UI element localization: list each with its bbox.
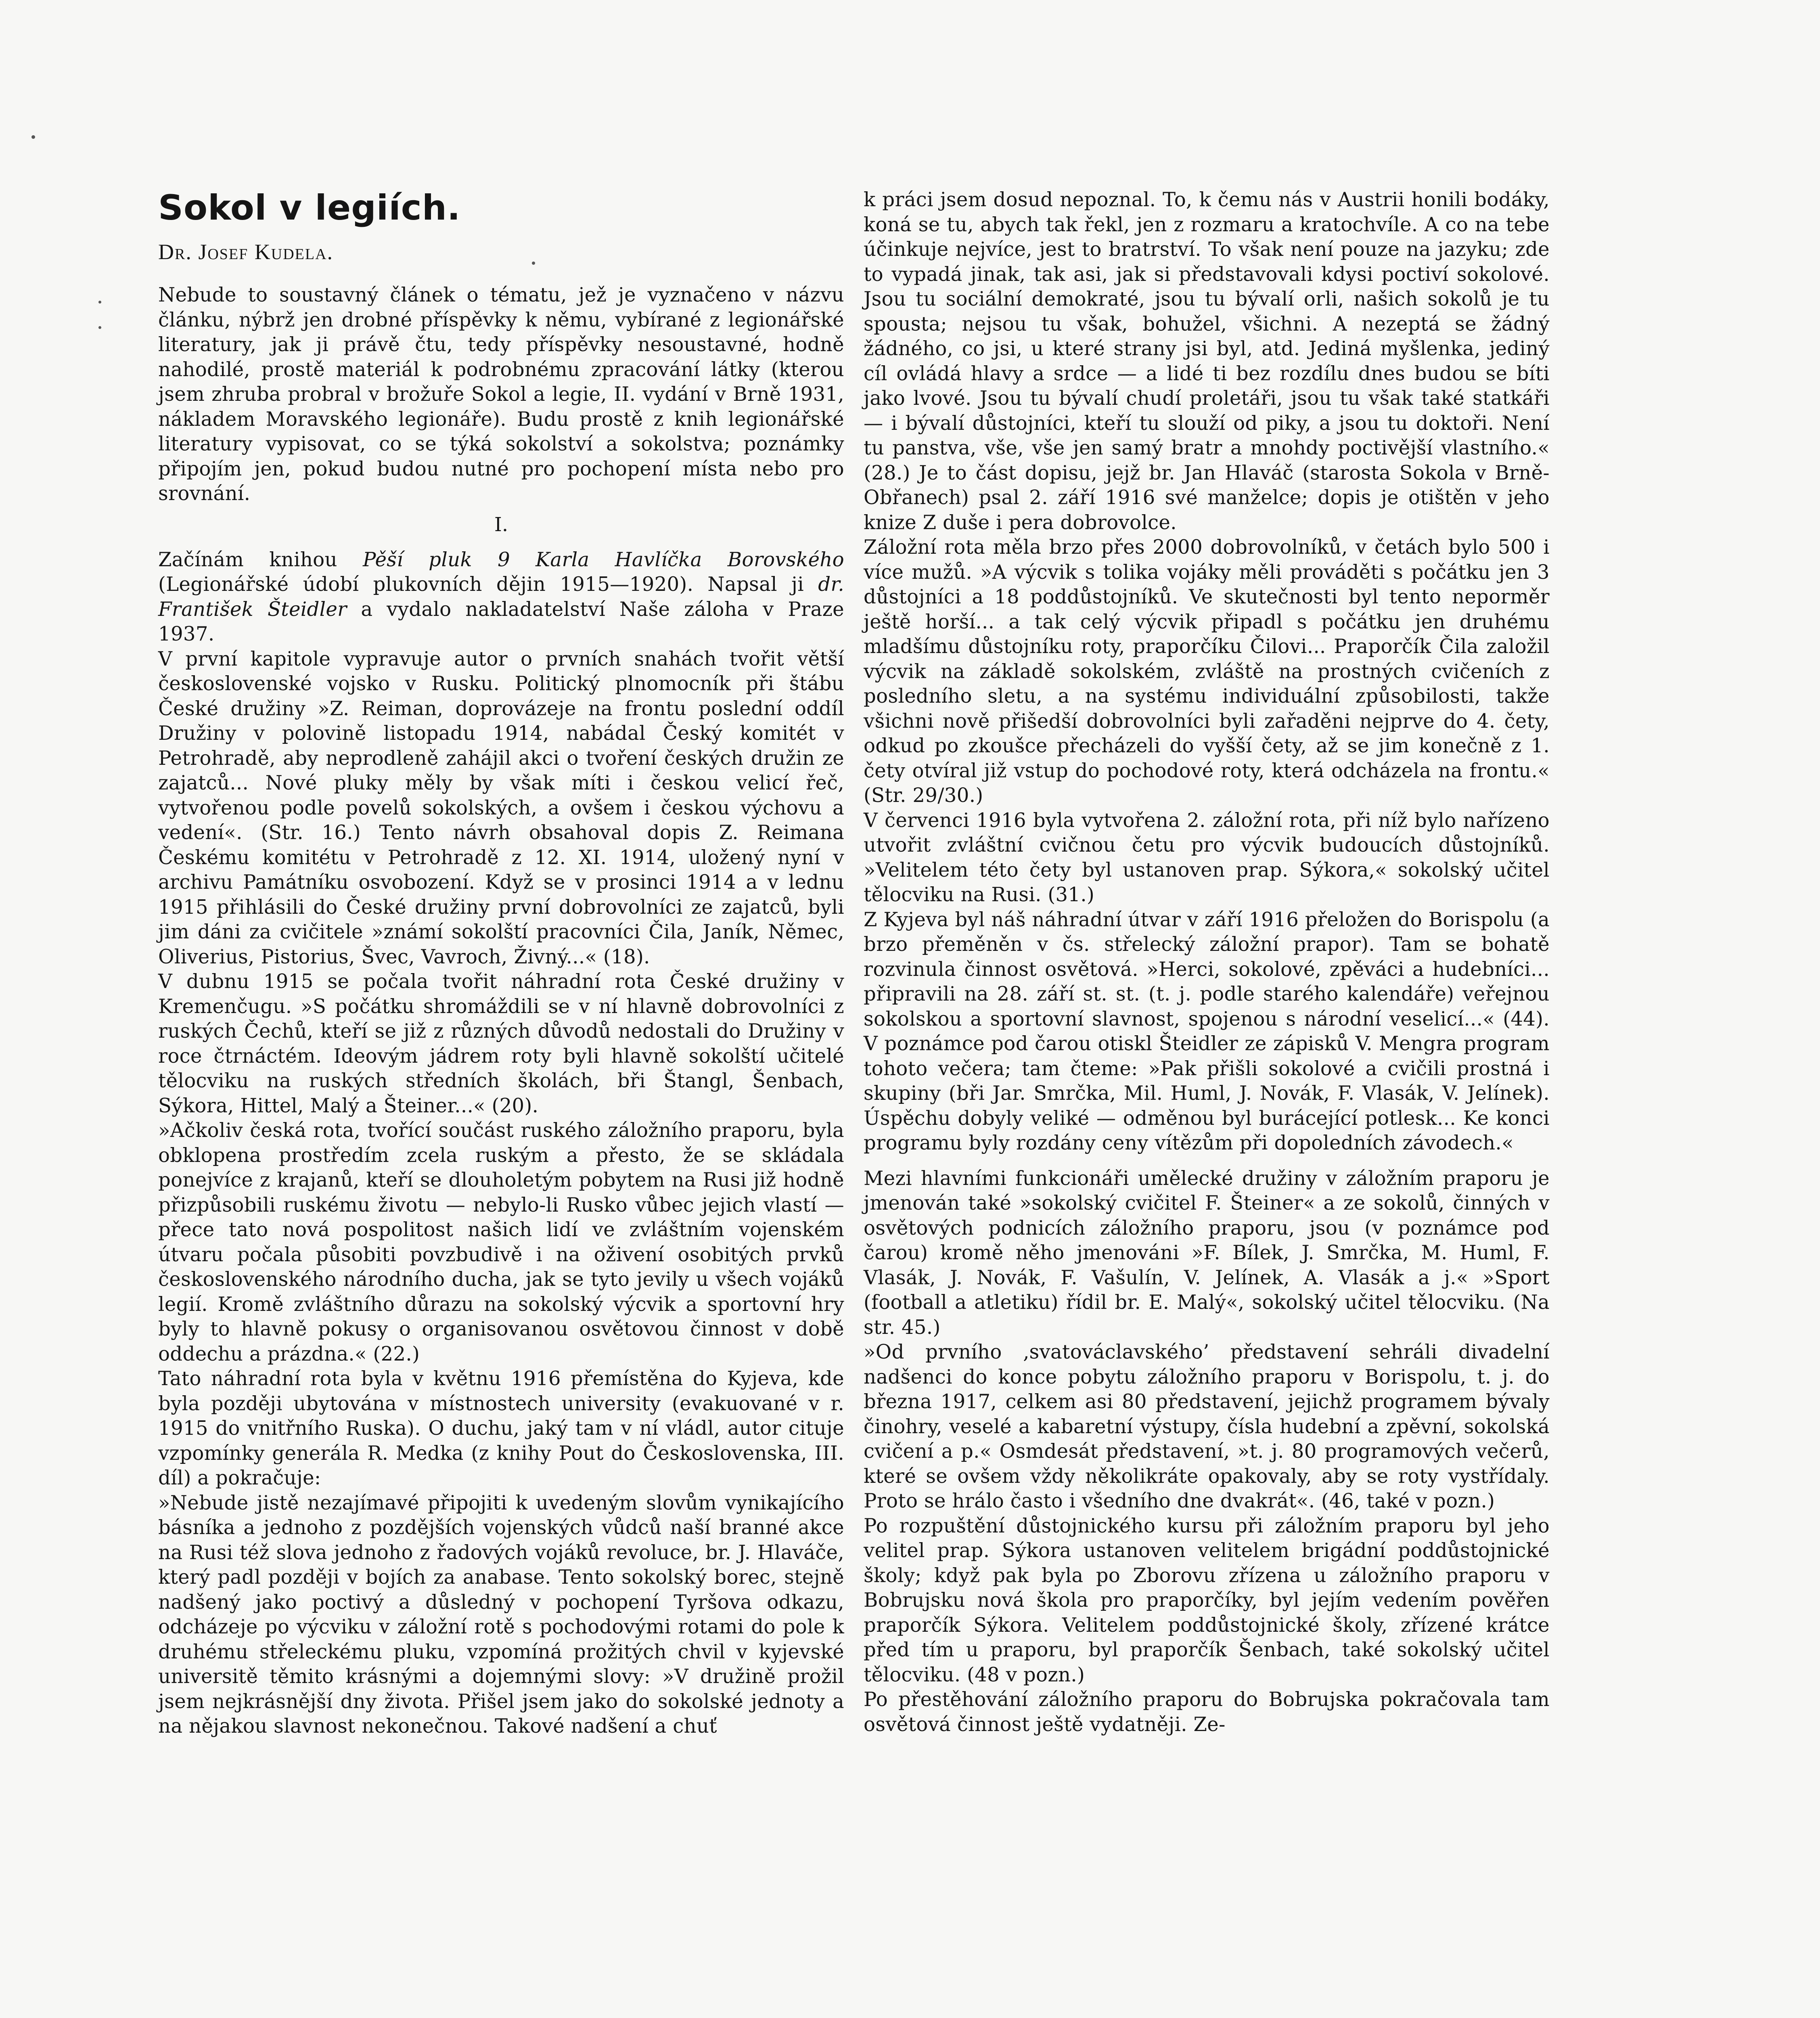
paragraph: V první kapitole vypravuje autor o prvních snahách tvořit větší československé vojsko v Rusku. Politický plnomocník při štábu České družiny »Z. Reiman, doprovázeje na frontu poslední oddíl Družiny v polovině listopadu 1914, nabádal Český komitét v Petrohradě, aby neprodleně zahájil akci o tvoření českých družin ze zajatců... Nové pluky měly by však míti i českou velicí řeč, vytvořenou podle povelů sokolských, a ovšem i českou výchovu a vedení«. (Str. 16.) Tento návrh obsahoval dopis Z. Reimana Českému komitétu v Petrohradě z 12. XI. 1914, uložený nyní v archivu Památníku osvobození. Když se v prosinci 1914 a v lednu 1915 přihlásili do České družiny první dobrovolníci ze zajatců, byli jim dáni za cvičitele »známí sokolští pracovníci Čila, Janík, Němec, Oliverius, Pistorius, Švec, Vavroch, Živný...« (18). [158,647,844,968]
right-column [864,188,1550,1737]
paragraph: Mezi hlavními funkcionáři umělecké družiny v záložním praporu je jmenován také »sokolský cvičitel F. Šteiner« a ze sokolů, činných v osvětových podnicích záložního praporu, jsou (v poznámce pod čarou) kromě něho jmenováni »F. Bílek, J. Smrčka, M. Huml, F. Vlasák, J. Novák, F. Vašulín, V. Jelínek, A. Vlasák a j.« »Sport (football a atletiku) řídil br. E. Malý«, sokolský učitel tělocviku. (Na str. 45.) [864,1167,1550,1339]
book-title: Pěší pluk 9 Karla Havlíčka Borovského [362,548,844,571]
book-intro-paragraph [158,548,844,647]
paragraph: Po rozpuštění důstojnického kursu při záložním praporu byl jeho velitel prap. Sýkora ustanoven velitelem brigádní poddůstojnické školy; když pak byla po Zborovu zřízena u záložního praporu v Bobrujsku nová škola pro praporčíky, byl jejím vedením pověřen praporčík Sýkora. Velitelem poddůstojnické školy, zřízené krátce před tím u praporu, byl praporčík Šenbach, také sokolský učitel tělocviku. (48 v pozn.) [864,1514,1550,1686]
p1-before: Začínám knihou [158,548,363,571]
paragraph: Po přestěhování záložního praporu do Bobrujska pokračovala tam osvětová činnost ještě vydatněji. Ze- [864,1688,1550,1736]
scan-speck [98,326,101,329]
paragraph: »Nebude jistě nezajímavé připojiti k uvedeným slovům vynikajícího básníka a jednoho z pozdějších vojenských vůdců naší branné akce na Rusi též slova jednoho z řadových vojáků revoluce, br. J. Hlaváče, který padl později v bojích za anabase. Tento sokolský borec, stejně nadšený jako poctivý a důsledný v pochopení Tyršova odkazu, odcházeje po výcviku v záložní rotě s pochodovými rotami do pole k druhému střeleckému pluku, vzpomíná prožitých chvil v kyjevské universitě těmito krásnými a dojemnými slovy: »V družině prožil jsem nejkrásnější dny života. Přišel jsem jako do sokolské jednoty a na nějakou slavnost nekonečnou. Takové nadšení a chuť [158,1491,844,1737]
p1-after: a vydalo nakladatelství Naše záloha v Praze 1937. [158,598,844,645]
paragraph: Tato náhradní rota byla v květnu 1916 přemístěna do Kyjeva, kde byla později ubytována v místnostech university (evakuované v r. 1915 do vnitřního Ruska). O duchu, jaký tam v ní vládl, autor cituje vzpomínky generála R. Medka (z knihy Pout do Československa, III. díl) a pokračuje: [158,1367,844,1489]
scan-speck [98,301,101,304]
p1-middle: (Legionářské údobí plukovních dějin 1915—1920). Napsal ji [158,573,818,596]
paragraph: Z Kyjeva byl náš náhradní útvar v září 1916 přeložen do Borispolu (a brzo přeměněn v čs. střelecký záložní prapor). Tam se bohatě rozvinula činnost osvětová. »Herci, sokolové, zpěváci a hudebníci... připravili na 28. září st. st. (t. j. podle starého kalendáře) veřejnou sokolskou a sportovní slavnost, spojenou s národní veselicí...« (44). V poznámce pod čarou otiskl Šteidler ze zápisků V. Mengra program tohoto večera; tam čteme: »Pak přišli sokolové a cvičili prostná i skupiny (bři Jar. Smrčka, Mil. Huml, J. Novák, F. Vlasák, V. Jelínek). Úspěchu dobyly veliké — odměnou byl burácející potlesk... Ke konci programu byly rozdány ceny vítězům při dopoledních závodech.« [864,908,1550,1154]
section-number: I. [494,513,508,536]
paragraph: Záložní rota měla brzo přes 2000 dobrovolníků, v četách bylo 500 i více mužů. »A výcvik s tolika vojáky měli prováděti s počátku jen 3 důstojníci a 18 poddůstojníků. Ve skutečnosti byl tento neporměr ještě horší... a tak celý výcvik připadl s počátku jen druhému mladšímu důstojníku roty, praporčíku Čilovi... Praporčík Čila založil výcvik na základě sokolském, zvláště na prostných cvičeních z posledního sletu, a na systému individuální způsobilosti, takže všichni nově přišedší dobrovolníci byli zařaděni nejprve do 4. čety, odkud po zkoušce přecházeli do vyšší čety, až se jim konečně z 1. čety otvíral již vstup do pochodové roty, která odcházela na frontu.« (Str. 29/30.) [864,536,1550,807]
paragraph: V červenci 1916 byla vytvořena 2. záložní rota, při níž bylo nařízeno utvořit zvláštní cvičnou četu pro výcvik budoucích důstojníků. »Velitelem této čety byl ustanoven prap. Sýkora,« sokolský učitel tělocviku na Rusi. (31.) [864,809,1550,906]
paragraph: V dubnu 1915 se počala tvořit náhradní rota České družiny v Kremenčugu. »S počátku shromáždili se v ní hlavně dobrovolníci z ruských Čechů, kteří se již z různých důvodů nedostali do Družiny v roce čtrnáctém. Ideovým jádrem roty byli hlavně sokolští učitelé tělocviku na ruských středních školách, bři Štangl, Šenbach, Sýkora, Hittel, Malý a Šteiner...« (20). [158,970,844,1117]
scan-speck [31,135,35,139]
left-column [158,188,844,1739]
paragraph: k práci jsem dosud nepoznal. To, k čemu nás v Austrii honili bodáky, koná se tu, abych tak řekl, jen z rozmaru a kratochvíle. A co na tebe účinkuje nejvíce, jest to bratrství. To však není pouze na jazyku; zde to vypadá jinak, tak asi, jak si představovali kdysi poctiví sokolové. Jsou tu sociální demokraté, jsou tu bývalí orli, našich sokolů je tu spousta; nejsou tu však, bohužel, všichni. A nezeptá se žádný žádného, co jsi, u které strany jsi byl, atd. Jediná myšlenka, jediný cíl ovládá hlavy a srdce — a lidé ti bez rozdílu dnes budou se bíti jako lvové. Jsou tu bývalí chudí proletáři, jsou tu však také statkáři — i bývalí důstojníci, kteří tu slouží od piky, a jsou tu doktoři. Není tu panstva, vše, vše jen samý bratr a mnohdy poctivější vlastního.« (28.) Je to část dopisu, jejž br. Jan Hlaváč (starosta Sokola v Brně-Obřanech) psal 2. září 1916 své manželce; dopis je otištěn v jeho knize Z duše i pera dobrovolce. [864,188,1550,534]
article-title: Sokol v legiích. [158,188,461,228]
scan-speck [532,262,535,265]
article-author: Dr. Josef Kudela. [158,240,334,264]
intro-paragraph: Nebude to soustavný článek o tématu, jež je vyznačeno v názvu článku, nýbrž jen drobné příspěvky k němu, vybírané z legionářské literatury, jak ji právě čtu, tedy příspěvky nesoustavné, hodně nahodilé, prostě materiál k podrobnému zpracování látky (kterou jsem zhruba probral v brožuře Sokol a legie, II. vydání v Brně 1931, nákladem Moravského legionáře). Budu prostě z knih legionářské literatury vypisovat, co se týká sokolství a sokolstva; poznámky připojím jen, pokud budou nutné pro pochopení místa nebo pro srovnání. [158,284,844,505]
paragraph: »Ačkoliv česká rota, tvořící součást ruského záložního praporu, byla obklopena prostředím zcela ruským a přesto, že se skládala ponejvíce z krajanů, kteří se dlouholetým pobytem na Rusi již hodně přizpůsobili ruskému životu — nebylo-li Rusko vůbec jejich vlastí — přece tato nová pospolitost našich lidí ve zvláštním vojenském útvaru počala působiti povzbudivě i na oživení osobitých prvků československého národního ducha, jak se tyto jevily u všech vojáků legií. Kromě zvláštního důrazu na sokolský výcvik a sportovní hry byly to hlavně pokusy o organisovanou osvětovou činnost v době oddechu a prázdna.« (22.) [158,1119,844,1365]
paragraph: »Od prvního ‚svatováclavského’ představení sehráli divadelní nadšenci do konce pobytu záložního praporu v Borispolu, t. j. do března 1917, celkem asi 80 představení, jejichž programem bývaly činohry, veselé a kabaretní výstupy, čísla hudební a zpěvní, sokolská cvičení a p.« Osmdesát představení, »t. j. 80 programových večerů, které se ovšem vždy několikráte opakovaly, aby se roty vystřídaly. Proto se hrálo často i všedního dne dvakrát«. (46, také v pozn.) [864,1341,1550,1512]
book-author: dr. František Šteidler [158,573,844,621]
